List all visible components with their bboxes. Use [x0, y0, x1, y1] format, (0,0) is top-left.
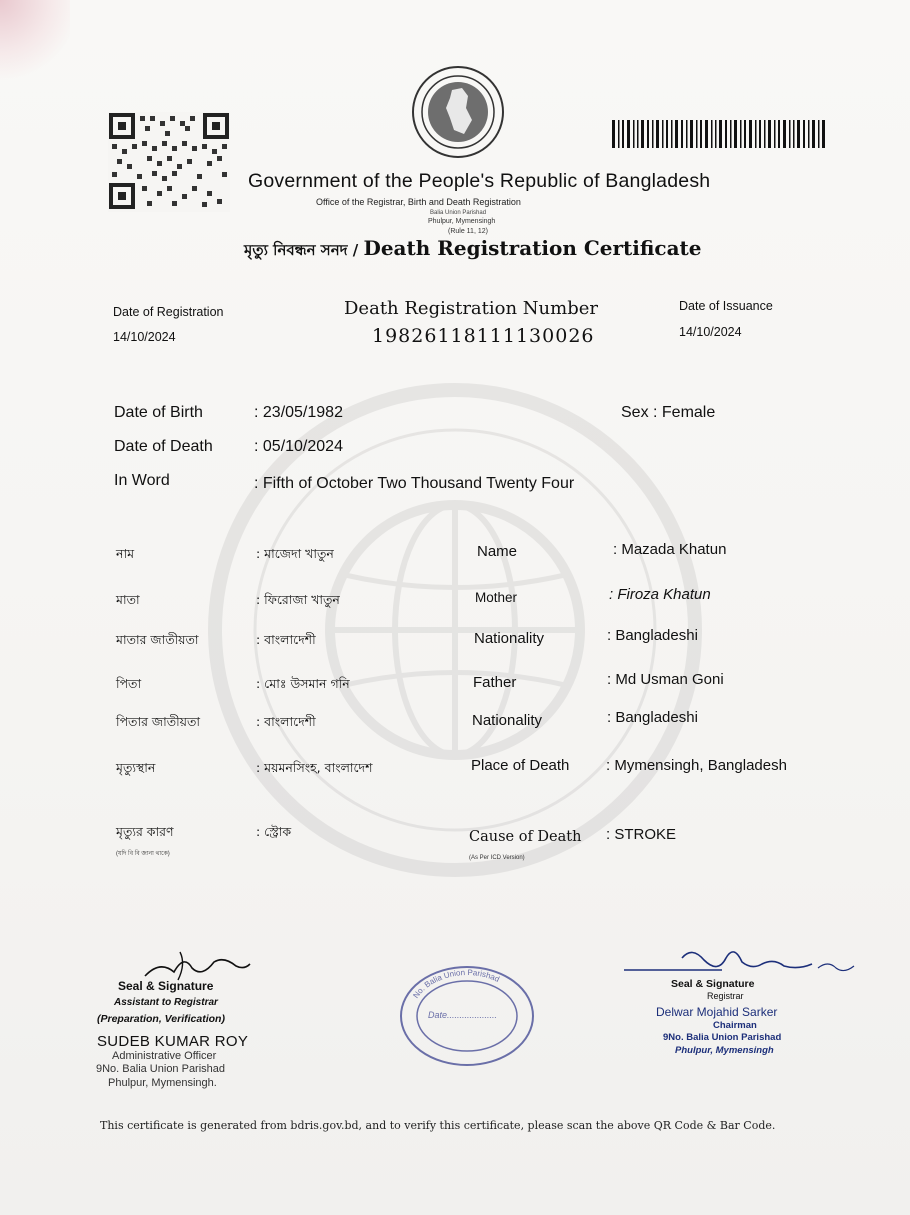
- place-of-death-value: : Mymensingh, Bangladesh: [606, 757, 787, 774]
- stamp-ring-text: No. Balia Union Parishad: [411, 967, 501, 1000]
- cause-of-death-value: : STROKE: [606, 826, 677, 843]
- cause-of-death-label: Cause of Death: [469, 829, 582, 845]
- mother-value: : Firoza Khatun: [609, 586, 711, 603]
- left-seal-label: Seal & Signature: [118, 979, 214, 993]
- right-role: Registrar: [707, 991, 744, 1001]
- left-place: Phulpur, Mymensingh.: [108, 1077, 217, 1089]
- birth-date-label: Date of Birth: [114, 404, 203, 421]
- cause-of-death-value-bn: : স্ট্রোক: [256, 824, 292, 839]
- cause-note-en: (As Per ICD Version): [469, 855, 525, 861]
- left-duty: (Preparation, Verification): [97, 1013, 225, 1025]
- certificate-title-en: Death Registration Certificate: [363, 236, 702, 260]
- registration-date-label: Date of Registration: [113, 305, 224, 319]
- father-value: : Md Usman Goni: [607, 671, 724, 688]
- qr-code-icon: [108, 112, 230, 212]
- office-title: Office of the Registrar, Birth and Death Registration: [316, 197, 521, 207]
- right-seal-label: Seal & Signature: [671, 978, 755, 990]
- place-of-death-label: Place of Death: [471, 757, 570, 774]
- sex-value: Sex : Female: [621, 404, 716, 421]
- birth-date-value: : 23/05/1982: [254, 404, 343, 421]
- verification-footer: This certificate is generated from bdris.gov.bd, and to verify this certificate, please scan the above QR Code & Bar Code.: [100, 1119, 776, 1132]
- father-nationality-label: Nationality: [472, 712, 543, 729]
- in-word-value: : Fifth of October Two Thousand Twenty Four: [254, 475, 575, 492]
- mother-label: Mother: [475, 590, 518, 605]
- registration-number-value: 19826118111130026: [372, 325, 595, 347]
- page-edge-tint: [0, 0, 70, 90]
- mother-label-bn: মাতা: [116, 592, 140, 607]
- father-nationality-value-bn: : বাংলাদেশী: [256, 714, 316, 729]
- right-org: 9No. Balia Union Parishad: [663, 1032, 782, 1043]
- right-name: Delwar Mojahid Sarker: [656, 1005, 778, 1019]
- left-org: 9No. Balia Union Parishad: [96, 1063, 226, 1075]
- father-label-bn: পিতা: [116, 676, 142, 691]
- mother-nationality-label-bn: মাতার জাতীয়তা: [116, 632, 199, 647]
- registrar-signature-icon: [622, 940, 858, 980]
- cause-note-bn: (যদি বি বি জানা থাকে): [116, 851, 170, 857]
- mother-nationality-value-bn: : বাংলাদেশী: [256, 632, 316, 647]
- mother-nationality-value: : Bangladeshi: [607, 627, 698, 644]
- cause-of-death-label-bn: মৃত্যুর কারণ: [116, 824, 174, 839]
- mother-value-bn: : ফিরোজা খাতুন: [256, 592, 340, 607]
- left-name: SUDEB KUMAR ROY: [97, 1033, 249, 1050]
- rule-line: (Rule 11, 12): [448, 228, 488, 235]
- name-value: : Mazada Khatun: [613, 541, 727, 558]
- registration-date-value: 14/10/2024: [113, 330, 176, 344]
- place-of-death-label-bn: মৃত্যুস্থান: [116, 760, 156, 775]
- right-title: Chairman: [713, 1020, 757, 1031]
- left-title: Administrative Officer: [112, 1050, 217, 1062]
- father-value-bn: : মোঃ উসমান গনি: [256, 676, 350, 691]
- name-label-bn: নাম: [116, 546, 135, 561]
- location-line: Phulpur, Mymensingh: [428, 218, 496, 225]
- in-word-label: In Word: [114, 472, 170, 489]
- father-nationality-value: : Bangladeshi: [607, 709, 698, 726]
- name-value-bn: : মাজেদা খাতুন: [256, 546, 334, 561]
- place-of-death-value-bn: : ময়মনসিংহ, বাংলাদেশ: [256, 760, 373, 775]
- left-role: Assistant to Registrar: [114, 997, 218, 1008]
- father-label: Father: [473, 674, 517, 691]
- union-parishad-line: Balia Union Parishad: [430, 210, 487, 216]
- name-label: Name: [477, 543, 518, 560]
- certificate-title: [244, 236, 702, 264]
- certificate-title-bn: মৃত্যু নিবন্ধন সনদ /: [244, 241, 364, 259]
- barcode-icon: [612, 120, 827, 148]
- death-date-label: Date of Death: [114, 438, 213, 455]
- father-nationality-label-bn: পিতার জাতীয়তা: [116, 714, 201, 729]
- government-title: Government of the People's Republic of Bangladesh: [248, 170, 711, 192]
- right-place: Phulpur, Mymensingh: [675, 1045, 774, 1056]
- registration-number-label: Death Registration Number: [344, 298, 598, 319]
- mother-nationality-label: Nationality: [474, 630, 545, 647]
- issuance-date-label: Date of Issuance: [679, 299, 773, 313]
- government-emblem-icon: [410, 64, 506, 160]
- death-date-value: : 05/10/2024: [254, 438, 343, 455]
- issuance-date-value: 14/10/2024: [679, 325, 742, 339]
- stamp-date-label: Date....................: [428, 1010, 498, 1020]
